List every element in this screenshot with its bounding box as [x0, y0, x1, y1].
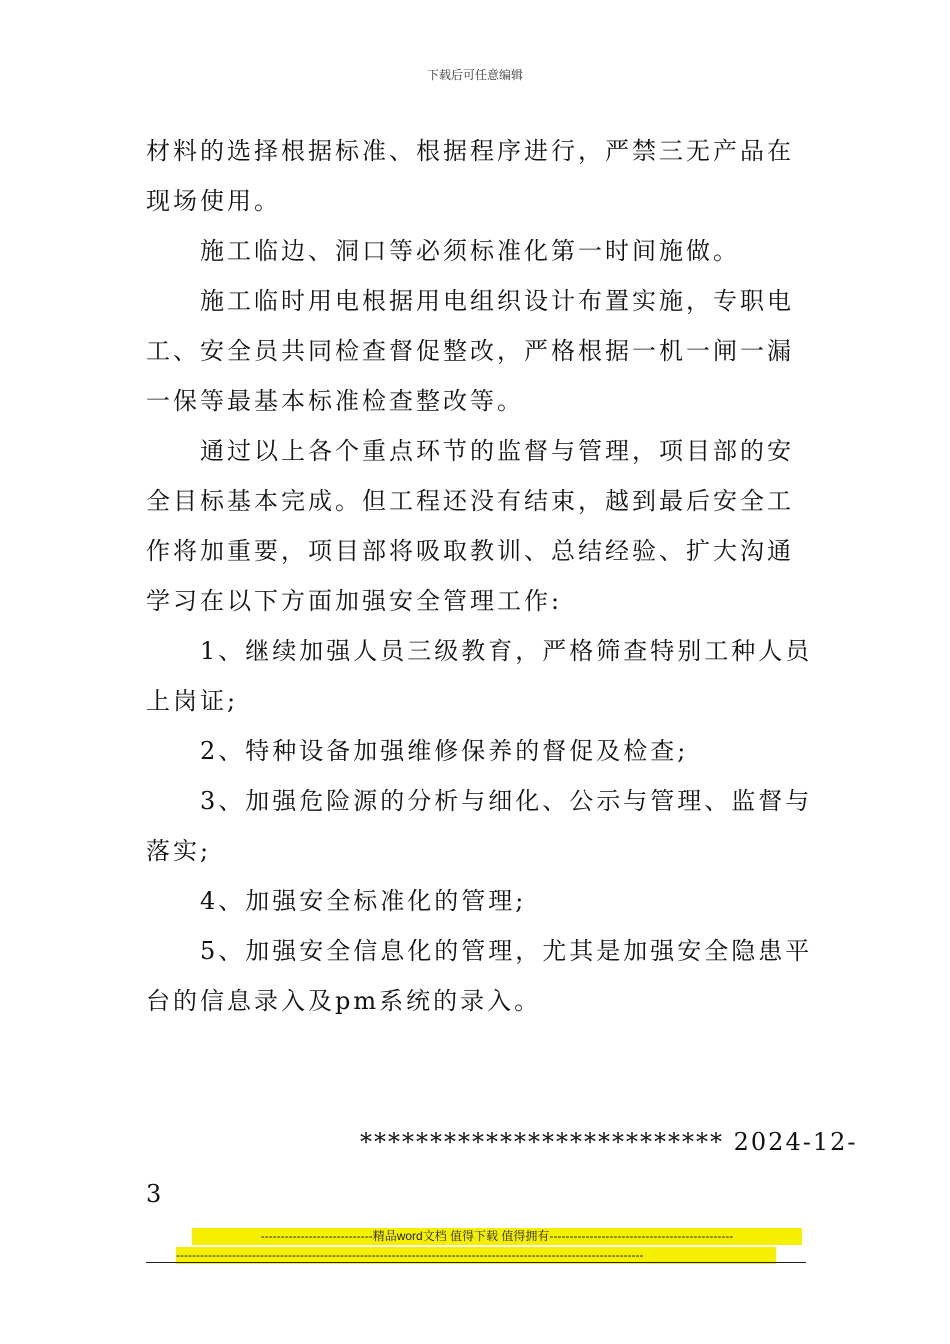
paragraph-2: 施工临边、洞口等必须标准化第一时间施做。	[200, 237, 740, 265]
signature-date-start: 2024-12-	[733, 1128, 858, 1156]
footer-banner-line-2: ---------------------------------------------------------------------------------------------------------------------	[176, 1247, 776, 1264]
footer-divider	[146, 1262, 806, 1263]
list-item-3: 3、加强危险源的分析与细化、公示与管理、监督与落实;	[146, 787, 813, 865]
paragraph-1: 材料的选择根据标准、根据程序进行，严禁三无产品在现场使用。	[146, 137, 794, 215]
list-item-5: 5、加强安全信息化的管理，尤其是加强安全隐患平台的信息录入及pm系统的录入。	[146, 937, 813, 1015]
list-item-1: 1、继续加强人员三级教育，严格筛查特别工种人员上岗证;	[146, 637, 813, 715]
paragraph-4: 通过以上各个重点环节的监督与管理，项目部的安全目标基本完成。但工程还没有结束，越到最后安全工作将加重要，项目部将吸取教训、总结经验、扩大沟通学习在以下方面加强安全管理工作:	[146, 437, 794, 615]
footer-banner	[150, 1228, 800, 1264]
footer-banner-line-1: ----------------------------精品word文档 值得下载 值得拥有----------------------------------------------	[192, 1228, 802, 1245]
paragraph-3: 施工临时用电根据用电组织设计布置实施，专职电工、安全员共同检查督促整改，严格根据一机一闸一漏一保等最基本标准检查整改等。	[146, 287, 794, 415]
list-item-2: 2、特种设备加强维修保养的督促及检查;	[200, 737, 689, 765]
page-header-note: 下载后可任意编辑	[426, 68, 523, 82]
signature-date-end: 3	[146, 1180, 162, 1208]
list-item-4: 4、加强安全标准化的管理;	[200, 887, 527, 915]
signature-line	[360, 1128, 858, 1156]
signature-stars: **************************	[360, 1128, 724, 1156]
document-body	[146, 126, 814, 1026]
